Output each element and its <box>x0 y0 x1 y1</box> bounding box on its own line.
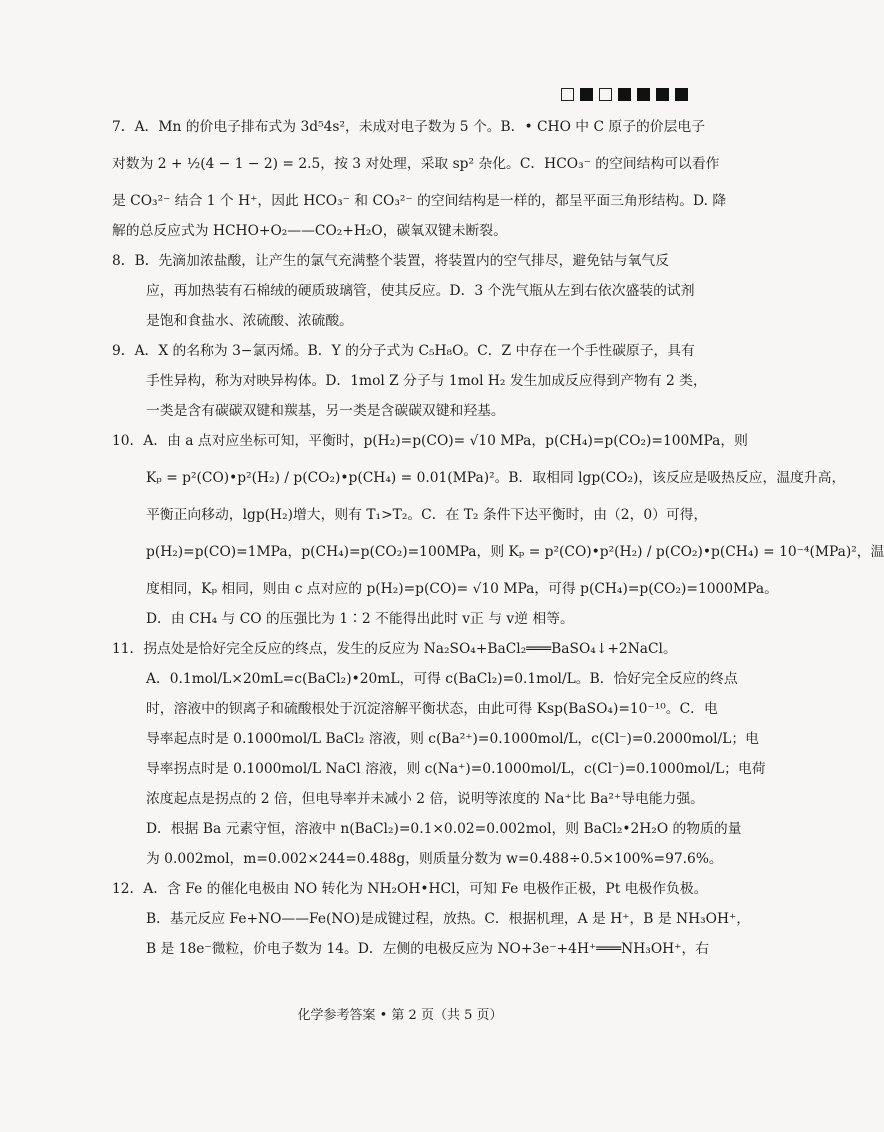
answer-line: 11．拐点处是恰好完全反应的终点，发生的反应为 Na₂SO₄+BaCl₂═══BaSO₄↓+2NaCl。 <box>112 641 677 657</box>
answer-line: 解的总反应式为 HCHO+O₂——CO₂+H₂O，碳氧双键未断裂。 <box>112 223 507 239</box>
answer-body <box>112 112 884 964</box>
answer-line: Kₚ = p²(CO)•p²(H₂) / p(CO₂)•p(CH₄) = 0.01(MPa)²。B．取相同 lgp(CO₂)，该反应是吸热反应，温度升高， <box>146 470 846 486</box>
answer-line: 对数为 2 + ½(4 − 1 − 2) = 2.5，按 3 对处理，采取 sp² 杂化。C．HCO₃⁻ 的空间结构可以看作 <box>112 156 720 172</box>
answer-line: 度相同，Kₚ 相同，则由 c 点对应的 p(H₂)=p(CO)= √10 MPa，可得 p(CH₄)=p(CO₂)=1000MPa。 <box>146 581 778 597</box>
answer-line: 12．A．含 Fe 的催化电极由 NO 转化为 NH₂OH•HCl，可知 Fe 电极作正极，Pt 电极作负极。 <box>112 881 708 897</box>
answer-line: 平衡正向移动，lgp(H₂)增大，则有 T₁>T₂。C．在 T₂ 条件下达平衡时，由（2，0）可得， <box>146 507 708 523</box>
header-marks <box>561 88 688 101</box>
page-footer: 化学参考答案 • 第 2 页（共 5 页） <box>297 1008 503 1023</box>
answer-line: 应，再加热装有石棉绒的硬质玻璃管，使其反应。D．3 个洗气瓶从左到右依次盛装的试剂 <box>146 283 695 299</box>
answer-line: 时，溶液中的钡离子和硫酸根处于沉淀溶解平衡状态，由此可得 Ksp(BaSO₄)=10⁻¹⁰。C．电 <box>146 701 718 717</box>
answer-line: p(H₂)=p(CO)=1MPa，p(CH₄)=p(CO₂)=100MPa，则 Kₚ = p²(CO)•p²(H₂) / p(CO₂)•p(CH₄) = 10⁻⁴(MPa)²，温 <box>146 544 884 560</box>
header-mark <box>618 88 631 101</box>
answer-line: D．由 CH₄ 与 CO 的压强比为 1∶2 不能得出此时 v正 与 v逆 相等。 <box>146 611 574 627</box>
header-mark <box>656 88 669 101</box>
answer-line: 9．A．X 的名称为 3−氯丙烯。B．Y 的分子式为 C₅H₈O。C．Z 中存在一个手性碳原子，具有 <box>112 343 695 359</box>
answer-line: 为 0.002mol，m=0.002×244=0.488g，则质量分数为 w=0.488÷0.5×100%=97.6%。 <box>146 851 723 867</box>
answer-line: A．0.1mol/L×20mL=c(BaCl₂)•20mL，可得 c(BaCl₂)=0.1mol/L。B．恰好完全反应的终点 <box>146 671 738 687</box>
answer-line: B．基元反应 Fe+NO——Fe(NO)是成键过程，放热。C．根据机理，A 是 H⁺，B 是 NH₃OH⁺， <box>146 911 751 927</box>
header-mark <box>561 88 574 101</box>
answer-line: 导率拐点时是 0.1000mol/L NaCl 溶液，则 c(Na⁺)=0.1000mol/L，c(Cl⁻)=0.1000mol/L；电荷 <box>146 761 766 777</box>
answer-line: B 是 18e⁻微粒，价电子数为 14。D．左侧的电极反应为 NO+3e⁻+4H⁺═══NH₃OH⁺，右 <box>146 941 710 957</box>
answer-line: 7．A．Mn 的价电子排布式为 3d⁵4s²，未成对电子数为 5 个。B．• CHO 中 C 原子的价层电子 <box>112 119 705 135</box>
answer-line: 导率起点时是 0.1000mol/L BaCl₂ 溶液，则 c(Ba²⁺)=0.1000mol/L，c(Cl⁻)=0.2000mol/L；电 <box>146 731 759 747</box>
header-mark <box>637 88 650 101</box>
answer-line: D．根据 Ba 元素守恒，溶液中 n(BaCl₂)=0.1×0.02=0.002mol，则 BaCl₂•2H₂O 的物质的量 <box>146 821 742 837</box>
header-mark <box>675 88 688 101</box>
answer-line: 8．B．先滴加浓盐酸，让产生的氯气充满整个装置，将装置内的空气排尽，避免钴与氧气反 <box>112 253 669 269</box>
header-mark <box>580 88 593 101</box>
answer-line: 手性异构，称为对映异构体。D．1mol Z 分子与 1mol H₂ 发生加成反应得到产物有 2 类， <box>146 373 707 389</box>
answer-line: 是饱和食盐水、浓硫酸、浓硫酸。 <box>146 313 353 329</box>
header-mark <box>599 88 612 101</box>
answer-line: 10．A．由 a 点对应坐标可知，平衡时，p(H₂)=p(CO)= √10 MPa，p(CH₄)=p(CO₂)=100MPa，则 <box>112 433 748 449</box>
answer-line: 是 CO₃²⁻ 结合 1 个 H⁺，因此 HCO₃⁻ 和 CO₃²⁻ 的空间结构是一样的，都呈平面三角形结构。D. 降 <box>112 193 727 209</box>
answer-line: 一类是含有碳碳双键和羰基，另一类是含碳碳双键和羟基。 <box>146 403 505 419</box>
answer-line: 浓度起点是拐点的 2 倍，但电导率并未减小 2 倍，说明等浓度的 Na⁺比 Ba²⁺导电能力强。 <box>146 791 704 807</box>
